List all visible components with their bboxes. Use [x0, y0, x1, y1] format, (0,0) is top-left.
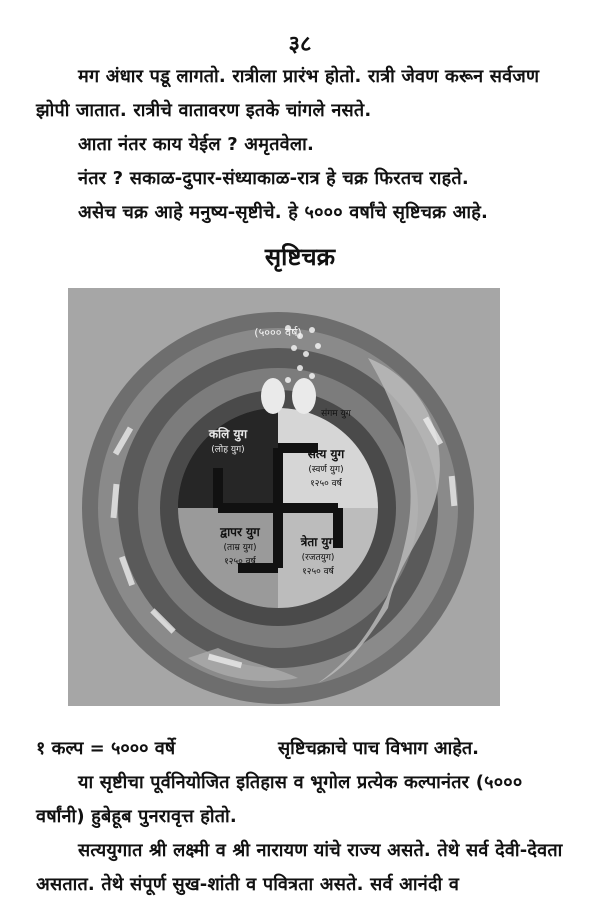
segment-treta-years: १२५० वर्ष	[302, 567, 334, 577]
segment-dwapar-label: द्वापर युग	[220, 525, 260, 539]
segment-satya-sub: (स्वर्ण युग)	[308, 465, 344, 475]
paragraph-cycle-day: नंतर ? सकाळ-दुपार-संध्याकाळ-रात्र हे चक्र फिरतच राहते.	[78, 168, 469, 189]
segment-satya-label: सत्य युग	[307, 447, 345, 461]
segment-dwapar-years: १२५० वर्ष	[224, 557, 256, 567]
paragraph-amritvela: आता नंतर काय येईल ? अमृतवेला.	[78, 134, 314, 155]
segment-treta-sub: (रजतयुग)	[301, 553, 335, 563]
five-divisions-text: सृष्टिचक्राचे पाच विभाग आहेत.	[278, 738, 479, 759]
paragraph-world-cycle: असेच चक्र आहे मनुष्य-सृष्टीचे. हे ५००० वर्षांचे सृष्टिचक्र आहे.	[78, 202, 489, 223]
segment-treta-label: त्रेता युग	[300, 535, 336, 549]
paragraph-history-repeats: या सृष्टीचा पूर्वनियोजित इतिहास व भूगोल प्रत्येक कल्पानंतर (५००० वर्षांनी) हुबेहूब पुनरावृत्त होतो.	[36, 772, 523, 827]
page-number: ३८	[288, 32, 312, 57]
segment-kali-sub: (लोह युग)	[211, 445, 245, 455]
kalpa-equation: १ कल्प = ५००० वर्षे	[36, 738, 176, 759]
figure-heading: सृष्टिचक्र	[264, 243, 336, 271]
world-cycle-illustration	[68, 288, 500, 706]
segment-satya-years: १२५० वर्ष	[310, 479, 342, 489]
segment-kali-label: कलि युग	[208, 427, 248, 441]
segment-dwapar-sub: (ताम्र युग)	[223, 543, 257, 553]
confluence-label: संगम युग	[321, 409, 351, 419]
world-cycle-figure	[68, 288, 500, 706]
paragraph-night: मग अंधार पडू लागतो. रात्रीला प्रारंभ होतो. रात्री जेवण करून सर्वजण झोपी जातात. रात्रीचे वातावरण इतके चांगले नसते.	[36, 66, 540, 121]
paragraph-satyayug: सत्ययुगात श्री लक्ष्मी व श्री नारायण यांचे राज्य असते. तेथे सर्व देवी-देवता असतात. तेथे संपूर्ण सुख-शांती व पवित्रता असते. सर्व आनंदी व	[36, 840, 563, 895]
svg-text:(५००० वर्ष): (५००० वर्ष)	[254, 326, 302, 339]
